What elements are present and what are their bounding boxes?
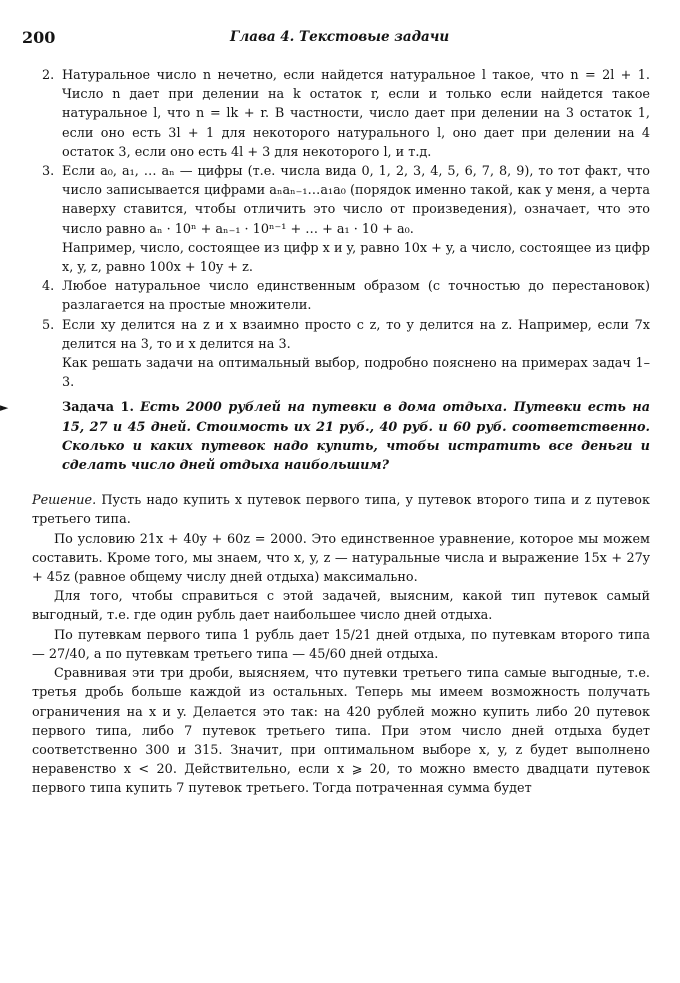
list-item-number: 4. [42, 279, 55, 295]
list-item [32, 277, 650, 315]
list-item-example: Например, число, состоящее из цифр x и y, равно 10x + y, а число, состоящее из цифр x, y, z, равно 100x + 10y + z. [62, 240, 650, 276]
list-item-text: Если xy делится на z и x взаимно просто с z, то y делится на z. Например, если 7x делится на 3, то и x делится на 3. [62, 317, 650, 352]
solution-paragraph: По условию 21x + 40y + 60z = 2000. Это единственное уравнение, которое мы можем составить. Кроме того, мы знаем, что x, y, z — натуральные числа и выражение 15x + 27y + 45z (равное общему числу дней отдыха) максимально. [32, 531, 650, 586]
page-number: 200 [22, 28, 56, 47]
solution-intro: Пусть надо купить x путевок первого типа, y путевок второго типа и z путевок третьего типа. [32, 493, 650, 528]
numbered-list [32, 66, 650, 354]
list-item [32, 162, 650, 277]
list-item-text: Любое натуральное число единственным образом (с точностью до перестановок) разлагается на простые множители. [62, 279, 650, 314]
task-label: Задача 1. [62, 400, 134, 416]
solution-paragraph: По путевкам первого типа 1 рубль дает 15/21 дней отдыха, по путевкам второго типа — 27/40, а по путевкам третьего типа — 45/60 дней отдыха. [32, 627, 650, 662]
list-item-text: Если a₀, a₁, … aₙ — цифры (т.е. числа вида 0, 1, 2, 3, 4, 5, 6, 7, 8, 9), то тот факт, что число записывается цифрами aₙaₙ₋₁…a₁a₀ (порядок именно такой, как у меня, а черта наверху ставится, чтобы отличить это число от произведения), означает, что это число равно aₙ · 10ⁿ + aₙ₋₁ · 10ⁿ⁻¹ + … + a₁ · 10 + a₀. [62, 164, 650, 237]
list-item [32, 316, 650, 354]
list-item-number: 2. [42, 68, 55, 83]
solution-paragraph: Для того, чтобы справиться с этой задачей, выясним, какой тип путевок самый выгодный, т.е. где один рубль дает наибольшее число дней отдыха. [32, 589, 650, 624]
list-item-number: 5. [42, 317, 55, 333]
solution-block [32, 491, 650, 798]
solution-label: Решение. [32, 493, 97, 509]
page-header [22, 28, 658, 50]
list-item-number: 3. [42, 164, 55, 180]
page-body [0, 66, 650, 799]
list-conclusion: Как решать задачи на оптимальный выбор, подробно пояснено на примерах задач 1–3. [62, 356, 650, 391]
solution-paragraph [32, 491, 650, 529]
running-head: Глава 4. Текстовые задачи [230, 29, 450, 45]
list-item [32, 66, 650, 162]
task-block [2, 398, 650, 475]
list-item-text: Натуральное число n нечетно, если найдется натуральное l такое, что n = 2l + 1. Число n дает при делении на k остаток r, если и только если найдется такое натуральное l, что n = lk + r. В частности, число дает при делении на 3 остаток 1, если оно есть 3l + 1 для некоторого натурального l, оно дает при делении на 4 остаток 3, если оно есть 4l + 3 для некоторого l, и т.д. [62, 68, 650, 160]
solution-paragraph: Сравнивая эти три дроби, выясняем, что путевки третьего типа самые выгодные, т.е. третья дробь больше каждой из остальных. Теперь мы имеем возможность получать ограничения на x и y. Делается это так: на 420 рублей можно купить либо 20 путевок первого типа, либо 7 путевок третьего типа. При этом число дней отдыха будет соответственно 300 и 315. Значит, при оптимальном выборе x, y, z будет выполнено неравенство x < 20. Действительно, если x ⩾ 20, то можно вместо двадцати путевок первого типа купить 7 путевок третьего. Тогда потраченная сумма будет [32, 666, 650, 797]
triangle-marker-icon: ► [0, 401, 9, 415]
task-statement: Есть 2000 рублей на путевки в дома отдыха. Путевки есть на 15, 27 и 45 дней. Стоимость их 21 руб., 40 руб. и 60 руб. соответственно. Сколько и каких путевок надо купить, чтобы истратить все деньги и сделать число дней отдыха наибольшим? [62, 400, 650, 474]
